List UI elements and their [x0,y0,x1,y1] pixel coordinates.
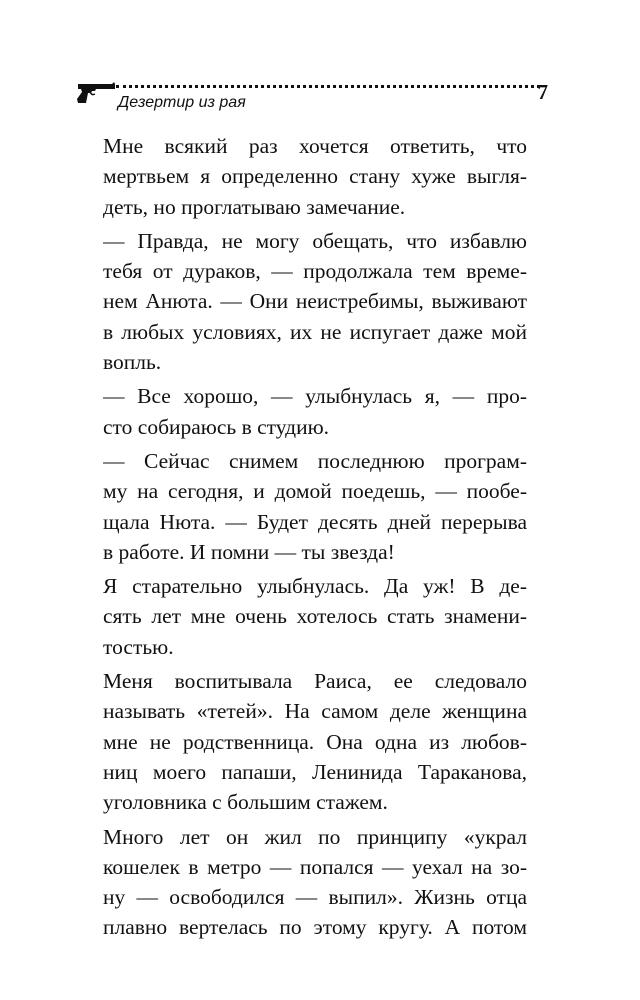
text-line: сто собираюсь в студию. [103,414,330,439]
text-line: Я старательно улыбнулась. Да уж! В де- [103,574,527,599]
text-line: — Правда, не могу обещать, что избавлю [103,228,527,253]
revolver-icon [76,80,116,106]
text-line: уголовника с большим стажем. [103,790,388,815]
text-line: мне не родственница. Она одна из любов- [103,729,527,754]
running-title: Дезертир из рая [118,94,246,111]
text-line: в работе. И помни — ты звезда! [103,539,395,564]
text-line: в любых условиях, их не испугает даже мой [103,319,527,344]
header-dotted-rule [116,85,540,88]
text-line: — Сейчас снимем последнюю програм- [103,448,527,473]
body-text [103,131,527,943]
text-line: сять лет мне очень хотелось стать знамени- [103,604,527,629]
text-line: ну — освободился — выпил». Жизнь отца [103,885,527,910]
text-line: щала Нюта. — Будет десять дней перерыва [103,509,527,534]
text-line: деть, но проглатываю замечание. [103,194,406,219]
text-line: называть «тетей». На самом деле женщина [103,699,527,724]
text-line: Много лет он жил по принципу «украл [103,824,527,849]
text-line: Мне всякий раз хочется ответить, что [103,134,527,158]
text-line: тебя от дураков, — продолжала тем време- [103,259,527,284]
text-line: тостью. [103,634,174,659]
text-line: нем Анюта. — Они неистребимы, выживают [103,289,527,314]
text-line: кошелек в метро — попался — уехал на зо- [103,854,527,879]
text-line: вопль. [103,350,162,375]
text-line: ниц моего папаши, Ленинида Тараканова, [103,759,527,784]
running-header [76,72,548,116]
text-line: мертвьем я определенно стану хуже выгля- [103,164,527,189]
text-line: — Все хорошо, — улыбнулась я, — про- [103,384,527,409]
text-line: му на сегодня, и домой поедешь, — пообе- [103,479,527,504]
page-number: 7 [537,80,548,104]
text-line: Меня воспитывала Раиса, ее следовало [103,669,527,694]
text-line: плавно вертелась по этому кругу. А потом [103,915,527,940]
